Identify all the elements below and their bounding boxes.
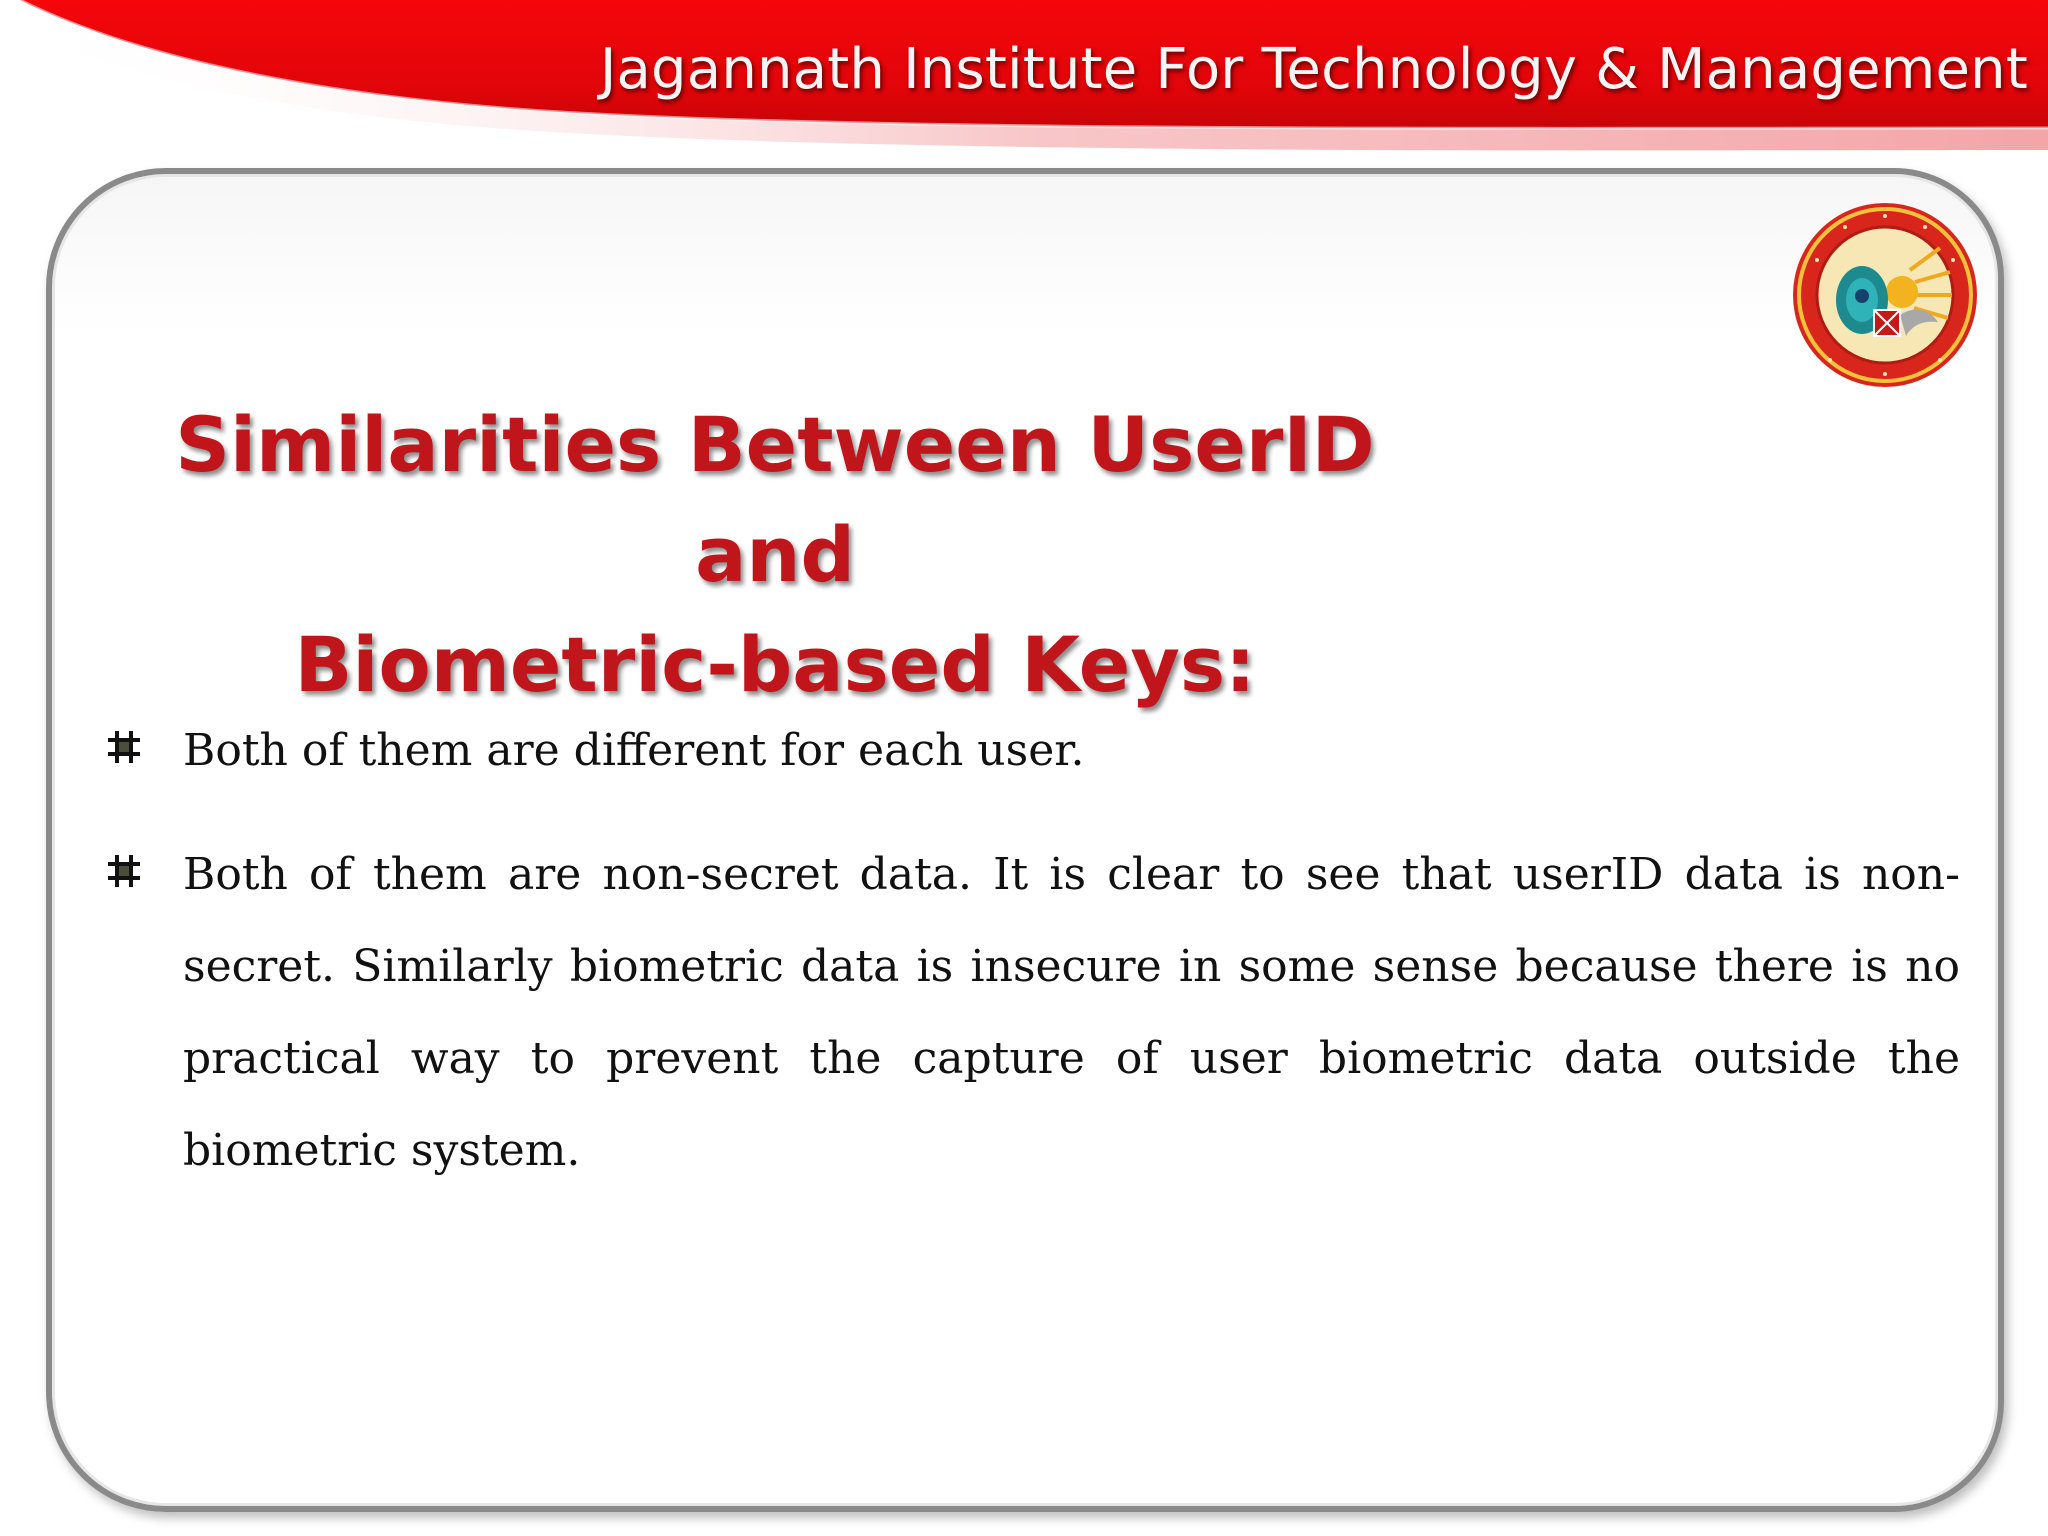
square-hash-bullet-icon (108, 855, 140, 887)
bullet-list (108, 705, 1960, 1229)
square-hash-bullet-icon (108, 731, 140, 763)
slide-title-line-1: Similarities Between UserID and (175, 400, 1375, 599)
list-item (108, 829, 1960, 1197)
bullet-text: Both of them are non-secret data. It is clear to see that userID data is non-secret. Similarly biometric data is insecure in some sense because there is no practical way to prevent the capture of user biometric data outside the biometric system. (183, 849, 1960, 1176)
institute-emblem-icon (1790, 200, 1980, 390)
slide-title-line-2: Biometric-based Keys: (294, 620, 1256, 709)
institute-name: Jagannath Institute For Technology & Management (599, 37, 2028, 102)
list-item (108, 705, 1960, 797)
bullet-text: Both of them are different for each user. (183, 725, 1085, 776)
slide-title (110, 390, 1440, 720)
